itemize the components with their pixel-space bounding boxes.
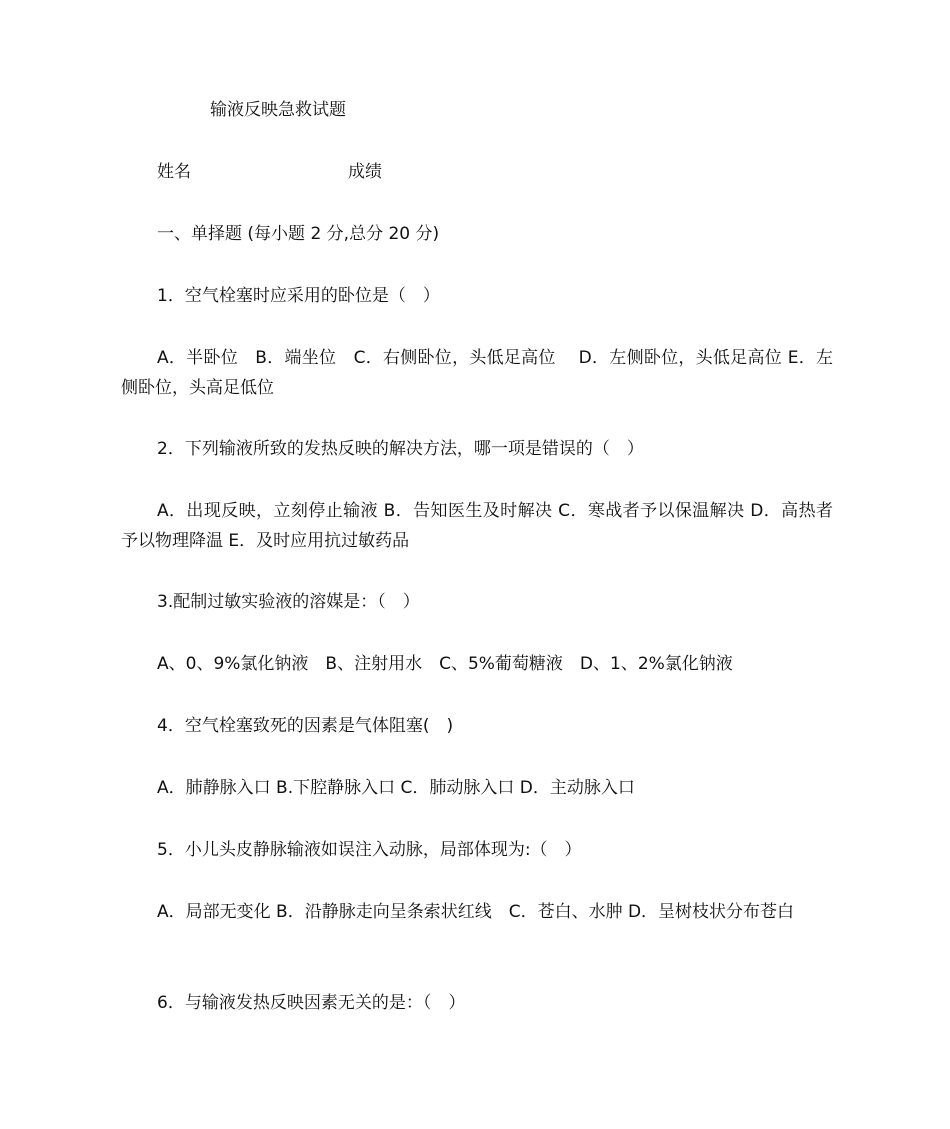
question-1-options: A．半卧位 B．端坐位 C．右侧卧位，头低足高位 D．左侧卧位，头低足高位 E．左侧卧位，头高足低位 bbox=[121, 348, 833, 398]
question-2-options: A．出现反映，立刻停止输液 B．告知医生及时解决 C．寒战者予以保温解决 D．高热者予以物理降温 E．及时应用抗过敏药品 bbox=[121, 501, 833, 551]
question-3-options: A、0、9%氯化钠液 B、注射用水 C、5%葡萄糖液 D、1、2%氯化钠液 bbox=[157, 654, 733, 674]
question-3-stem: 3.配制过敏实验液的溶媒是：（ ） bbox=[157, 592, 420, 612]
section-heading: 一、单择题 (每小题 2 分,总分 20 分) bbox=[157, 224, 440, 244]
question-2-stem: 2．下列输液所致的发热反映的解决方法，哪一项是错误的（ ） bbox=[157, 439, 644, 459]
name-label: 姓名 bbox=[157, 162, 191, 182]
question-1-stem: 1．空气栓塞时应采用的卧位是（ ） bbox=[157, 286, 440, 306]
question-5-stem: 5．小儿头皮静脉输液如误注入动脉，局部体现为:（ ） bbox=[157, 840, 582, 860]
question-5-options: A．局部无变化 B．沿静脉走向呈条索状红线 C．苍白、水肿 D．呈树枝状分布苍白 bbox=[157, 902, 795, 922]
question-4-stem: 4．空气栓塞致死的因素是气体阻塞( ) bbox=[157, 716, 454, 736]
score-label: 成绩 bbox=[348, 162, 382, 182]
question-6-stem: 6．与输液发热反映因素无关的是：（ ） bbox=[157, 993, 466, 1013]
question-4-options: A．肺静脉入口 B.下腔静脉入口 C．肺动脉入口 D．主动脉入口 bbox=[157, 778, 635, 798]
document-title: 输液反映急救试题 bbox=[210, 100, 346, 120]
